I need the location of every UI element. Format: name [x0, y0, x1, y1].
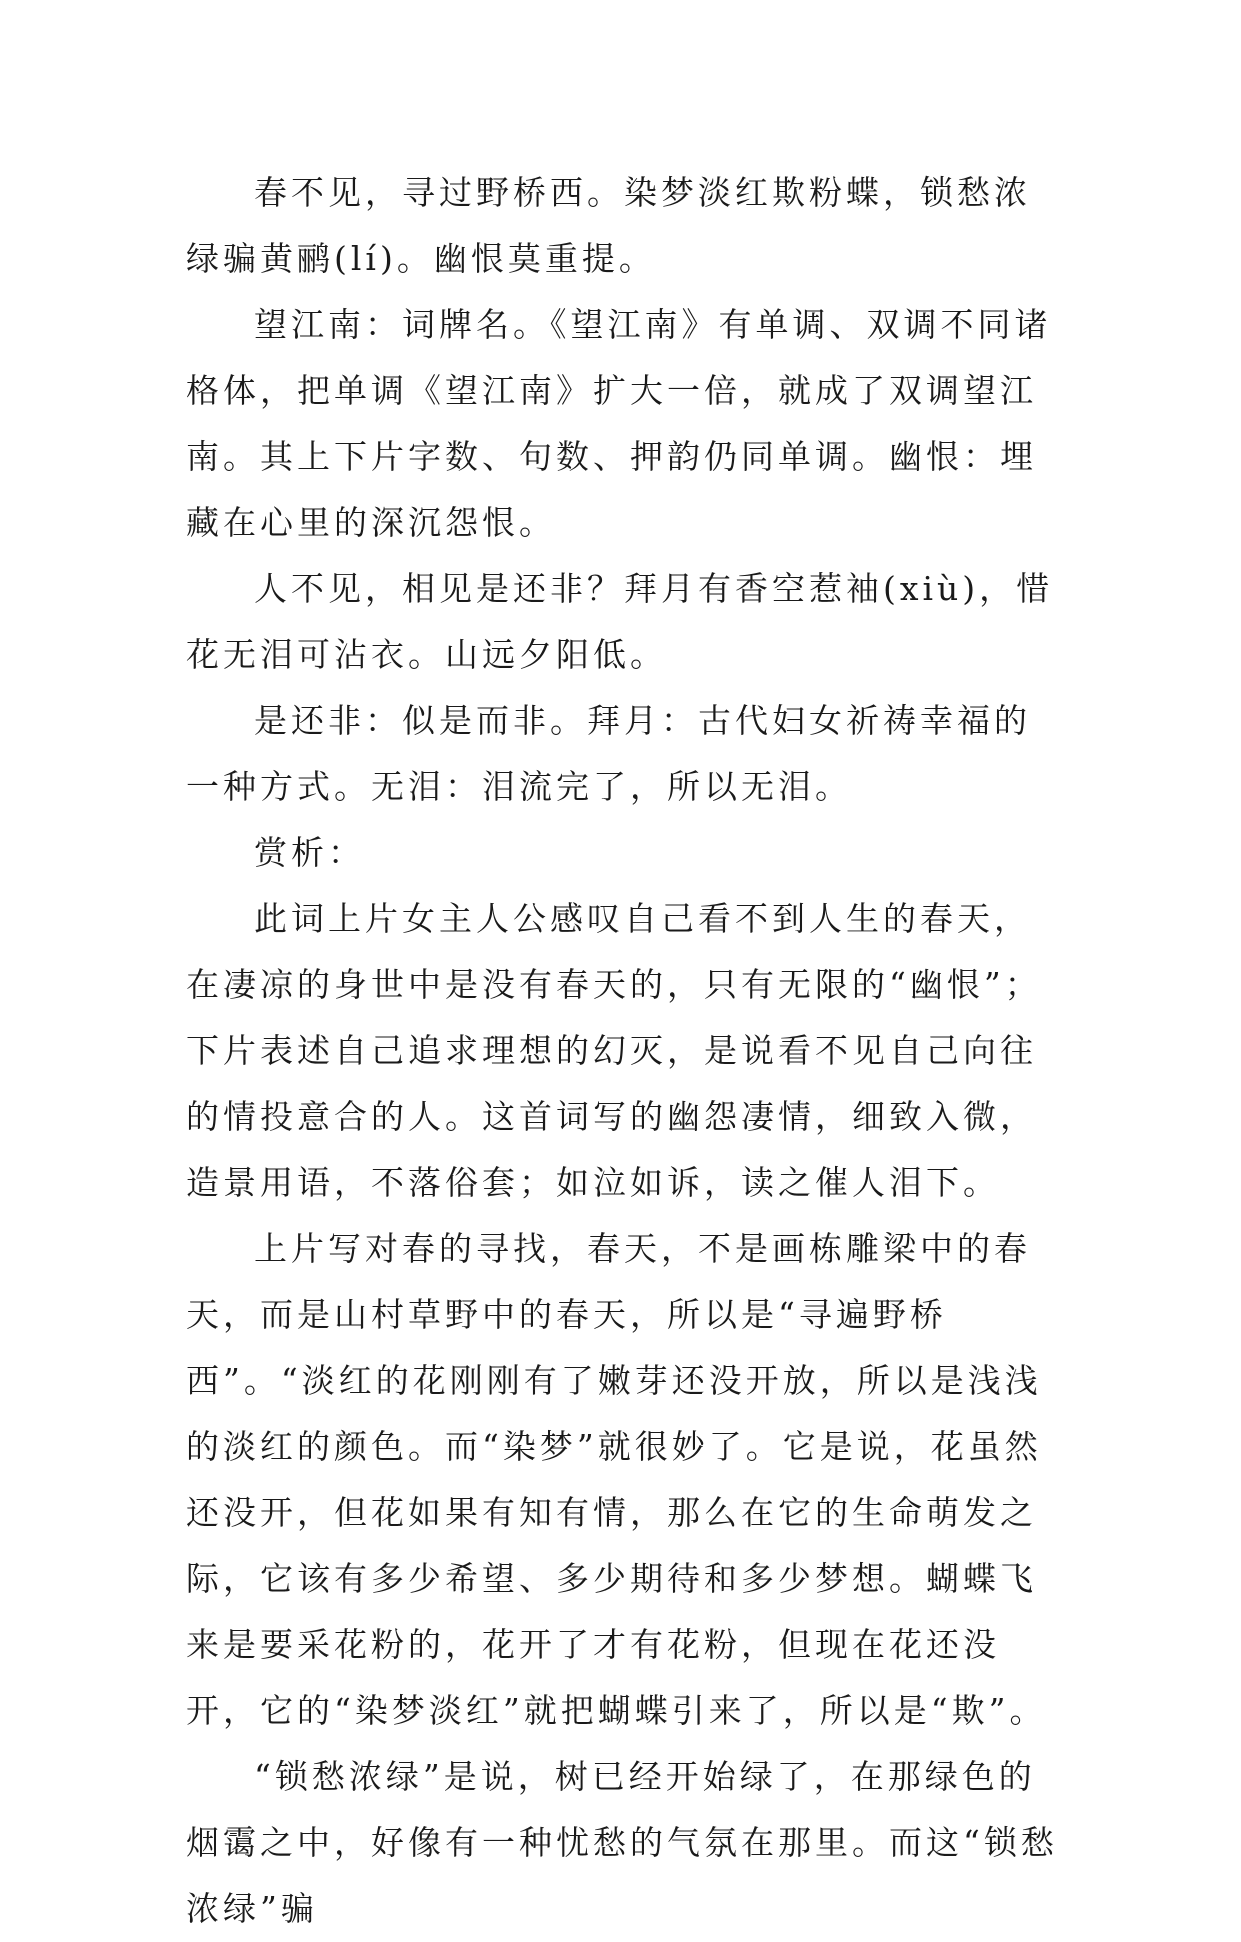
annotation-wangjiangnan: 望江南：词牌名。《望江南》有单调、双调不同诸格体，把单调《望江南》扩大一倍，就成了双调望江南。其上下片字数、句数、押韵仍同单调。幽恨：埋藏在心里的深沉怨恨。: [186, 305, 1052, 542]
annotation-shihaifei: 是还非：似是而非。拜月：古代妇女祈祷幸福的一种方式。无泪：泪流完了，所以无泪。: [186, 701, 1031, 806]
appreciation-heading: 赏析：: [254, 833, 365, 872]
poem-stanza-1: 春不见，寻过野桥西。染梦淡红欺粉蝶，锁愁浓绿骗黄鹂(lí)。幽恨莫重提。: [186, 173, 1031, 278]
appreciation-paragraph-1: 此词上片女主人公感叹自己看不到人生的春天，在凄凉的身世中是没有春天的，只有无限的“幽恨”；下片表述自己追求理想的幻灭，是说看不见自己向往的情投意合的人。这首词写的幽怨凄情，细致入微，造景用语，不落俗套；如泣如诉，读之催人泪下。: [186, 899, 1042, 1202]
poem-stanza-2: 人不见，相见是还非？拜月有香空惹袖(xiù)，惜花无泪可沾衣。山远夕阳低。: [186, 569, 1054, 674]
appreciation-paragraph-2: 上片写对春的寻找，春天，不是画栋雕梁中的春天，而是山村草野中的春天，所以是“寻遍野桥西”。“淡红的花刚刚有了嫩芽还没开放，所以是浅浅的淡红的颜色。而“染梦”就很妙了。它是说，花虽然还没开，但花如果有知有情，那么在它的生命萌发之际，它该有多少希望、多少期待和多少梦想。蝴蝶飞来是要采花粉的，花开了才有花粉，但现在花还没开，它的“染梦淡红”就把蝴蝶引来了，所以是“欺”。: [186, 1229, 1047, 1730]
document-body: [186, 160, 1066, 1942]
appreciation-paragraph-3: “锁愁浓绿”是说，树已经开始绿了，在那绿色的烟霭之中，好像有一种忧愁的气氛在那里。而这“锁愁浓绿”骗: [186, 1757, 1058, 1928]
